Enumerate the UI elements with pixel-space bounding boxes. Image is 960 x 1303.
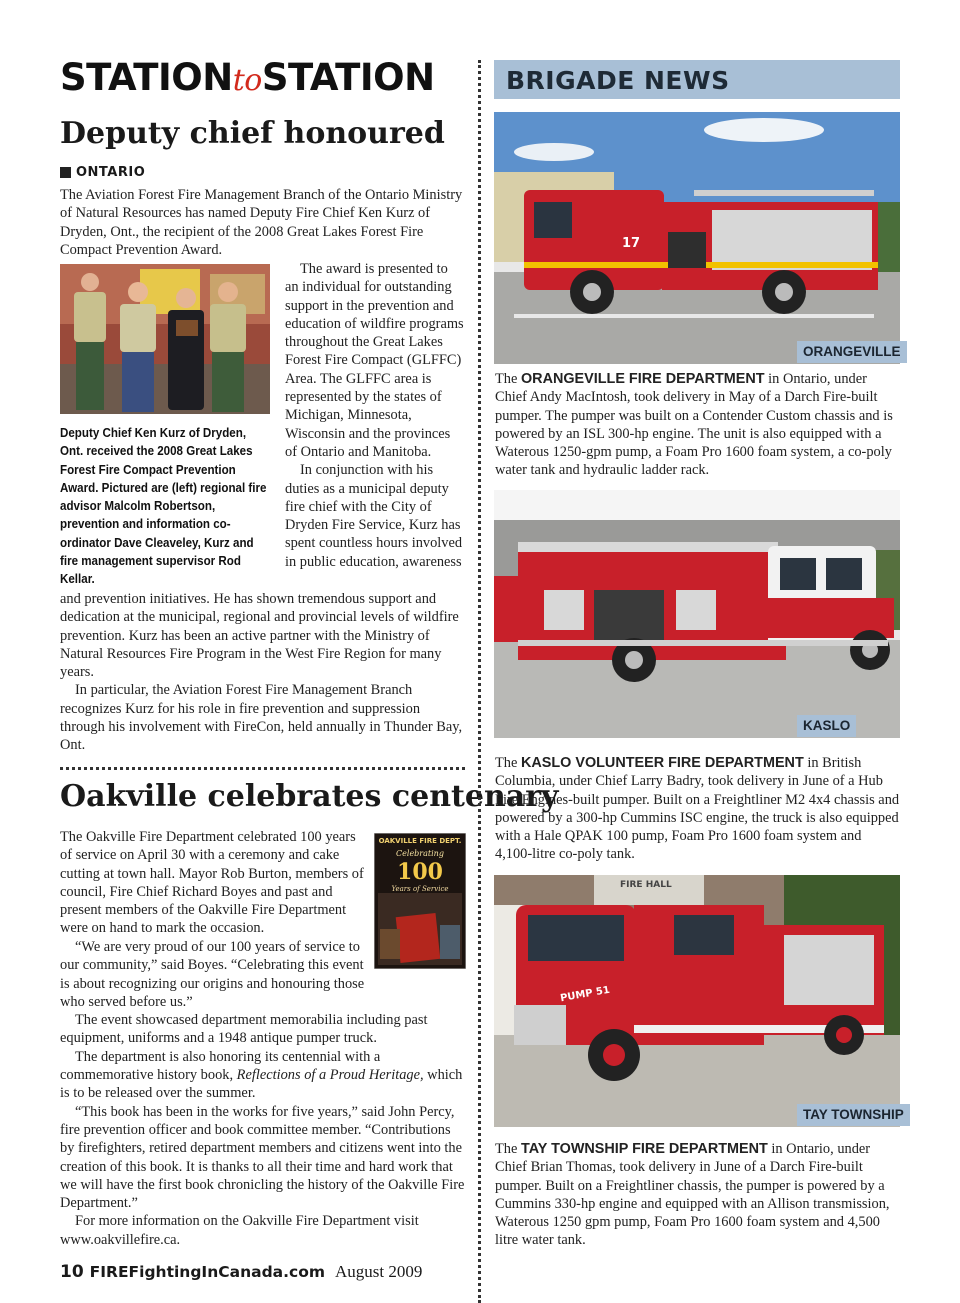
masthead-logo bbox=[60, 56, 435, 103]
kaslo-the: The bbox=[495, 755, 521, 771]
region-text: ONTARIO bbox=[76, 165, 146, 180]
kaslo-dept: KASLO VOLUNTEER FIRE DEPARTMENT bbox=[520, 755, 804, 771]
column-paragraph-1: The award is presented to an individual for outstanding support in the prevention and education of wildfire programs throughout the Great Lakes Forest Fire Compact (GLFFC) Area. The GLFFC area is represented by the states of Michigan, Minnesota, Wisconsin and the provinces of Ontario and Manitoba. bbox=[285, 261, 464, 460]
tay-township-paragraph bbox=[495, 1140, 900, 1250]
book-name: Reflections of a Proud Heritage, bbox=[236, 1067, 424, 1084]
orangeville-paragraph bbox=[495, 370, 900, 480]
brigade-news-bar bbox=[494, 60, 900, 99]
issue-date: August 2009 bbox=[335, 1262, 423, 1281]
award-photo-image bbox=[60, 264, 270, 414]
orangeville-tag: ORANGEVILLE bbox=[797, 341, 907, 363]
p4-text-b: which is to be released over the summer. bbox=[60, 1067, 463, 1102]
region-label bbox=[60, 165, 145, 180]
tay-township-text bbox=[495, 1140, 900, 1250]
kaslo-paragraph bbox=[495, 754, 900, 864]
truck-number: 17 bbox=[622, 236, 641, 251]
fire-hall-sign: FIRE HALL bbox=[620, 880, 672, 890]
article2-headline: Oakville celebrates centenary bbox=[60, 779, 559, 814]
full-paragraph-1: and prevention initiatives. He has shown tremendous support and dedication at the municipal, regional and provincial levels of wildfire prevention. Kurz has been an active partner with the Ministry of Natural Resources Fire Program in the West Fire Region for many years. bbox=[60, 591, 459, 681]
masthead-part1: STATION bbox=[60, 56, 233, 99]
tay-body: in Ontario, under Chief Brian Thomas, took delivery in June of a Darch Fire-built pumper. Built on a Freightliner chassis, the pumper is powered by a Cummins 330-hp engine and equipped with an Allison transmission, Waterous 1250 gpm pump, Foam Pro 1600 foam system and 4,500 litre water tank. bbox=[495, 1141, 890, 1249]
tay-township-tag: TAY TOWNSHIP bbox=[797, 1104, 910, 1126]
book-years: Years of Service bbox=[391, 885, 449, 893]
book-number: 100 bbox=[397, 859, 443, 885]
column-divider bbox=[478, 60, 481, 1303]
column-paragraph-2: In conjunction with his duties as a municipal deputy fire chief with the City of Dryden Fire Service, Kurz has spent countless hours involved in public education, awareness bbox=[285, 462, 463, 570]
award-photo bbox=[60, 264, 270, 414]
article2-paragraph-5: “This book has been in the works for five years,” said John Percy, fire prevention officer and book committee member. “Contributions by firefighters, retired department members and citizens went into the creation of this book. It is thanks to all their time and hard work that we will have the first book chronicling the history of the Oakville Fire Department.” bbox=[60, 1103, 465, 1212]
kaslo-photo bbox=[494, 490, 900, 738]
photo-caption: Deputy Chief Ken Kurz of Dryden, Ont. received the 2008 Great Lakes Forest Fire Compact Prevention Award. Pictured are (left) regional fire advisor Malcolm Robertson, prevention and information co-ordinator Dave Cleaveley, Kurz and fire management supervisor Rod Kellar. bbox=[60, 426, 267, 587]
book-title: OAKVILLE FIRE DEPT. bbox=[378, 837, 462, 845]
article1-column bbox=[285, 260, 465, 571]
tay-the: The bbox=[495, 1141, 521, 1157]
tay-dept: TAY TOWNSHIP FIRE DEPARTMENT bbox=[520, 1141, 768, 1157]
kaslo-tag: KASLO bbox=[797, 715, 856, 737]
article2-paragraph-1: The Oakville Fire Department celebrated 100 years of service on April 30 with a ceremony and cake cutting at town hall. Mayor Rob Burton, members of council, Fire Chief Richard Boyes and past and present members of the Oakville Fire Department were on hand to mark the occasion. bbox=[60, 829, 364, 937]
masthead-part3: STATION bbox=[261, 56, 435, 99]
masthead-part2: to bbox=[232, 63, 262, 98]
orangeville-the: The bbox=[495, 371, 521, 387]
article2-paragraph-6: For more information on the Oakville Fire Department visit www.oakvillefire.ca. bbox=[60, 1213, 419, 1248]
lead-paragraph: The Aviation Forest Fire Management Branch of the Ontario Ministry of Natural Resources has named Deputy Fire Chief Ken Kurz of Dryden, Ont., the recipient of the 2008 Great Lakes Forest Fire Compact Prevention Award. bbox=[60, 187, 463, 258]
full-paragraph-2: In particular, the Aviation Forest Fire Management Branch recognizes Kurz for his role in fire prevention and suppression through his involvement with FireCon, held annually in Thunder Bay, Ont. bbox=[60, 682, 463, 754]
article2-top bbox=[60, 828, 366, 938]
article-divider bbox=[60, 767, 465, 770]
page-number: 10 bbox=[60, 1262, 84, 1282]
orangeville-photo bbox=[494, 112, 900, 364]
kaslo-text bbox=[495, 754, 900, 864]
orangeville-dept: ORANGEVILLE FIRE DEPARTMENT bbox=[520, 371, 765, 387]
book-subtitle: Celebrating bbox=[396, 849, 444, 858]
article2-body bbox=[60, 938, 465, 1249]
orangeville-body: in Ontario, under Chief Andy MacIntosh, took delivery in May of a Darch Fire-built pumper. The pumper was built on a Contender Custom chassis and is powered by an ISL 300-hp engine. The unit is also equipped with a Waterous 1250-gpm pump, a Foam Pro 1600 foam system, a co-poly water tank and hydraulic ladder rack. bbox=[495, 371, 893, 479]
orangeville-truck-image bbox=[494, 112, 900, 364]
brigade-news-title: BRIGADE NEWS bbox=[506, 66, 730, 95]
article2-paragraph-2: “We are very proud of our 100 years of service to our community,” said Boyes. “Celebrating this event is about recognizing our origins and honouring those who served before us.” bbox=[60, 939, 365, 1010]
article1-continued bbox=[60, 590, 465, 755]
p4-text-a: The department is also honoring its centennial with a commemorative history book, bbox=[60, 1048, 381, 1084]
article2-paragraph-3: The event showcased department memorabilia including past equipment, uniforms and a 1948 antique pumper truck. bbox=[60, 1012, 428, 1047]
article1-headline: Deputy chief honoured bbox=[60, 116, 445, 151]
orangeville-text bbox=[495, 370, 900, 480]
article1-lead bbox=[60, 186, 465, 259]
kaslo-truck-image bbox=[494, 490, 900, 738]
article2-paragraph-4 bbox=[60, 1048, 465, 1103]
square-bullet-icon bbox=[60, 167, 71, 178]
tay-township-truck-image bbox=[494, 875, 900, 1127]
page-footer bbox=[60, 1262, 422, 1282]
site-name: FIREFightingInCanada.com bbox=[89, 1263, 325, 1281]
tay-township-photo bbox=[494, 875, 900, 1127]
kaslo-body: in British Columbia, under Chief Larry Badry, took delivery in June of a Hub Fire Engines-built pumper. Built on a Freightliner M2 4x4 chassis and powered by a 300-hp Cummins ISC engine, the truck is also equipped with a Hale QPAK 100 pump, Foam Pro 1600 foam system and 4,100-litre co-poly tank. bbox=[495, 755, 900, 863]
pump-label: PUMP 51 bbox=[559, 984, 611, 1005]
